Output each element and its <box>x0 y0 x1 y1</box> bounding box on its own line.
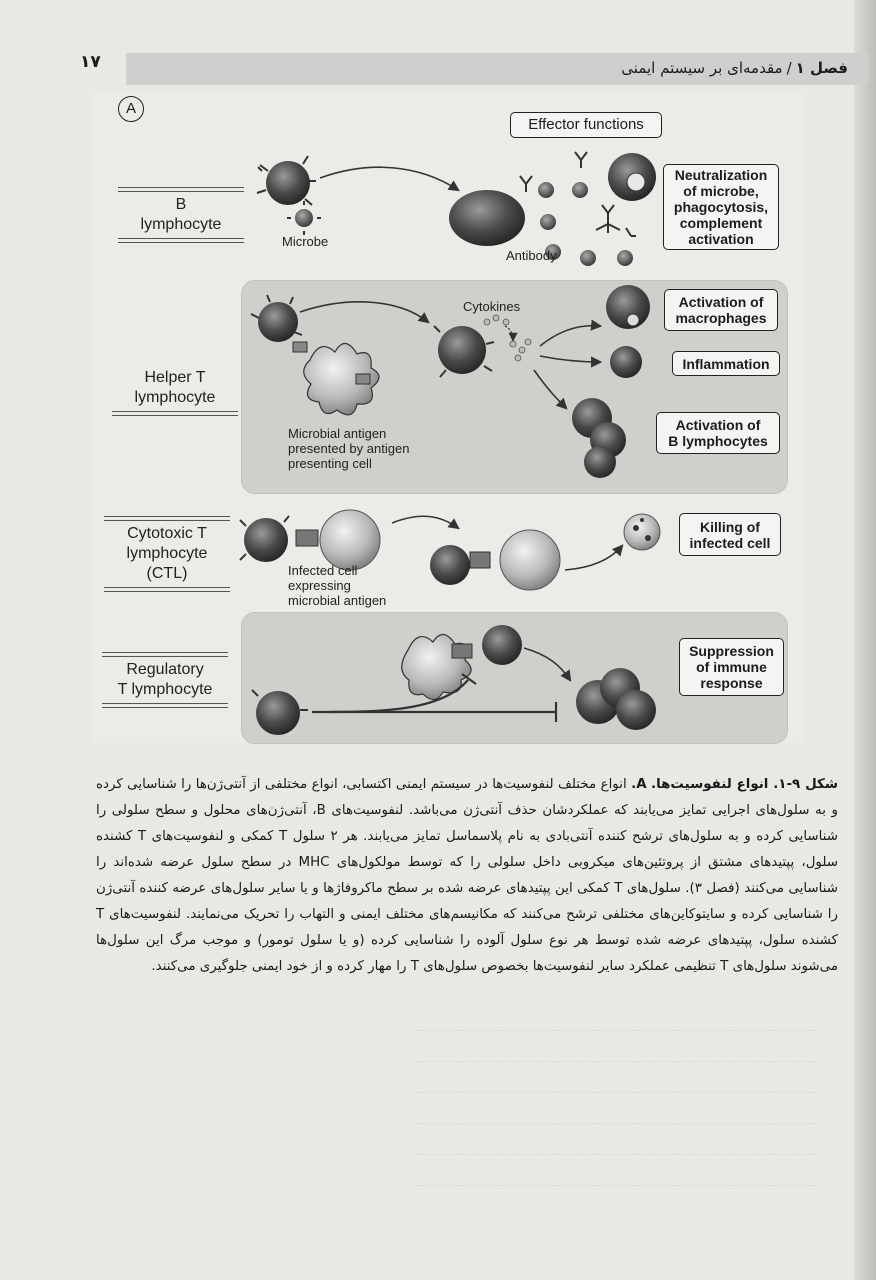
infected-cell <box>296 510 380 570</box>
plasma-cell <box>449 190 525 246</box>
label-line: lymphocyte <box>126 545 208 562</box>
dying-cell <box>624 514 660 550</box>
chapter-separator: / <box>786 59 792 77</box>
label-rule-top <box>104 516 230 521</box>
label-line: (CTL) <box>146 565 188 582</box>
helper-arrow-2 <box>540 326 600 346</box>
box-line: activation <box>688 231 754 247</box>
caption-title: شکل ۹-۱. انواع لنفوسیت‌ها. <box>651 777 838 792</box>
box-line: Killing of <box>700 518 760 535</box>
infected-cell-label <box>288 563 386 608</box>
label-line: Helper T <box>144 369 206 386</box>
row-label-regulatory-t <box>102 660 228 700</box>
reg-arrow <box>524 648 570 680</box>
box-line: Activation of <box>678 294 764 310</box>
box-activation-macrophages <box>664 289 778 331</box>
box-line: of microbe, <box>683 183 759 199</box>
helper-t-cell <box>251 295 302 342</box>
effector-functions-heading <box>510 112 662 138</box>
box-line: Neutralization <box>674 167 768 183</box>
note-line: presented by antigen <box>288 441 410 456</box>
box-killing-infected-cell <box>679 513 781 556</box>
cytokine-dots <box>484 315 531 361</box>
caption-label: A. <box>631 777 647 792</box>
helper-arrow-3 <box>540 356 600 362</box>
ctl-arrow-1 <box>392 516 458 528</box>
row-label-cytotoxic-t <box>104 524 230 584</box>
cytokines-label: Cytokines <box>463 299 521 314</box>
figure-caption <box>96 772 838 980</box>
helper-arrow-1 <box>300 302 428 322</box>
microbe-icon <box>287 201 321 235</box>
cytokine-arrow <box>505 326 513 340</box>
label-rule-top <box>118 187 244 192</box>
note-line: expressing <box>288 578 351 593</box>
ctl-killing <box>430 530 560 590</box>
inflammation-cell <box>610 346 642 378</box>
regulatory-t-cell <box>252 690 308 735</box>
apc-regulatory <box>402 634 472 699</box>
box-line: of immune <box>696 659 767 675</box>
label-rule-bottom <box>112 411 238 416</box>
antibody-label: Antibody <box>506 248 557 263</box>
t-cell-cluster <box>576 668 656 730</box>
effector-heading-text: Effector functions <box>528 116 644 133</box>
note-line: Microbial antigen <box>288 426 387 441</box>
macrophage <box>606 285 650 329</box>
note-line: Infected cell <box>288 563 358 578</box>
label-line: lymphocyte <box>134 389 216 406</box>
label-line: Regulatory <box>126 661 204 678</box>
box-line: macrophages <box>675 310 767 326</box>
label-line: T lymphocyte <box>117 681 213 698</box>
box-suppression <box>679 638 784 696</box>
figure-panel-label: A <box>118 96 144 122</box>
ctl-cell <box>240 516 289 562</box>
chapter-number: فصل ۱ <box>795 59 848 77</box>
chapter-subtitle: مقدمه‌ای بر سیستم ایمنی <box>621 59 783 77</box>
show-through-text <box>416 1000 816 1240</box>
label-line: Cytotoxic T <box>127 525 207 542</box>
note-line: microbial antigen <box>288 593 387 608</box>
microbial-antigen-label <box>288 426 409 471</box>
caption-body: انواع مختلف لنفوسیت‌ها در سیستم ایمنی اکتسابی، انواع مختلفی از آنتی‌ژن‌ها را شناسایی کرده و به سلول‌های اجرایی تمایز می‌یابند که عملکردشان حذف آنتی‌ژن می‌باشد. لنفوسیت‌های B، آنتی‌ژن‌های محلول و سطح سلولی را شناسایی کرده و به سلول‌های ترشح کننده آنتی‌بادی به نام پلاسماسل تمایز می‌یابند. هر ۲ سلول T کمکی و لنفوسیت‌های T کشنده سلول، پپتیدهای مشتق از پروتئین‌های میکروبی داخل سلولی را که توسط مولکول‌های MHC در سطح سلول عرضه شده‌اند را شناسایی می‌کنند (فصل ۳). سلول‌های T کمکی این پپتیدهای عرضه شده بر سطح ماکروفاژها و یا سایر سلول‌های عرضه کننده آنتی‌ژن را شناسایی کرده و سایتوکاین‌های مختلفی ترشح می‌کنند که مکانیسم‌های مختلف ایمنی و التهاب را تحریک می‌نمایند. لنفوسیت‌های T کشنده سلول، پپتیدهای عرضه شده توسط هر نوع سلول آلوده را شناسایی کرده (و یا سلول تومور) و موجب مرگ این سلول‌ها می‌شوند سلول‌های T تنظیمی عملکرد سایر لنفوسیت‌ها بخصوص سلول‌های T را مهار کرده و از خود ایمنی جلوگیری می‌کنند. <box>96 777 838 974</box>
ctl-arrow-2 <box>565 546 622 570</box>
box-line: Activation of <box>675 417 761 433</box>
label-rule-bottom <box>118 238 244 243</box>
box-inflammation <box>672 351 780 376</box>
b-cell <box>257 156 316 205</box>
label-rule-top <box>102 652 228 657</box>
helper-arrow-4 <box>534 370 566 408</box>
label-line: B <box>175 196 187 213</box>
note-line: presenting cell <box>288 456 372 471</box>
box-line: B lymphocytes <box>668 433 768 449</box>
row-label-helper-t <box>112 368 238 408</box>
box-neutralization <box>663 164 779 250</box>
activated-helper-t <box>434 326 494 377</box>
box-line: Inflammation <box>682 355 770 372</box>
row-label-b-lymphocyte <box>118 195 244 235</box>
label-line: lymphocyte <box>140 216 222 233</box>
phagocyte <box>608 153 656 201</box>
label-rule-bottom <box>102 703 228 708</box>
box-line: phagocytosis, <box>673 199 769 215</box>
target-t-cell <box>482 625 522 665</box>
page-number: ۱۷ <box>80 52 101 72</box>
box-line: Suppression <box>689 643 774 659</box>
box-activation-b-lymphocytes <box>656 412 780 454</box>
b-cells-cluster <box>572 398 626 478</box>
box-line: infected cell <box>689 534 771 551</box>
antigen-presenting-cell <box>293 342 379 415</box>
box-line: response <box>700 675 763 691</box>
microbe-label: Microbe <box>282 234 329 249</box>
box-line: complement <box>679 215 763 231</box>
b-cell-arrow <box>320 167 458 190</box>
label-rule-bottom <box>104 587 230 592</box>
